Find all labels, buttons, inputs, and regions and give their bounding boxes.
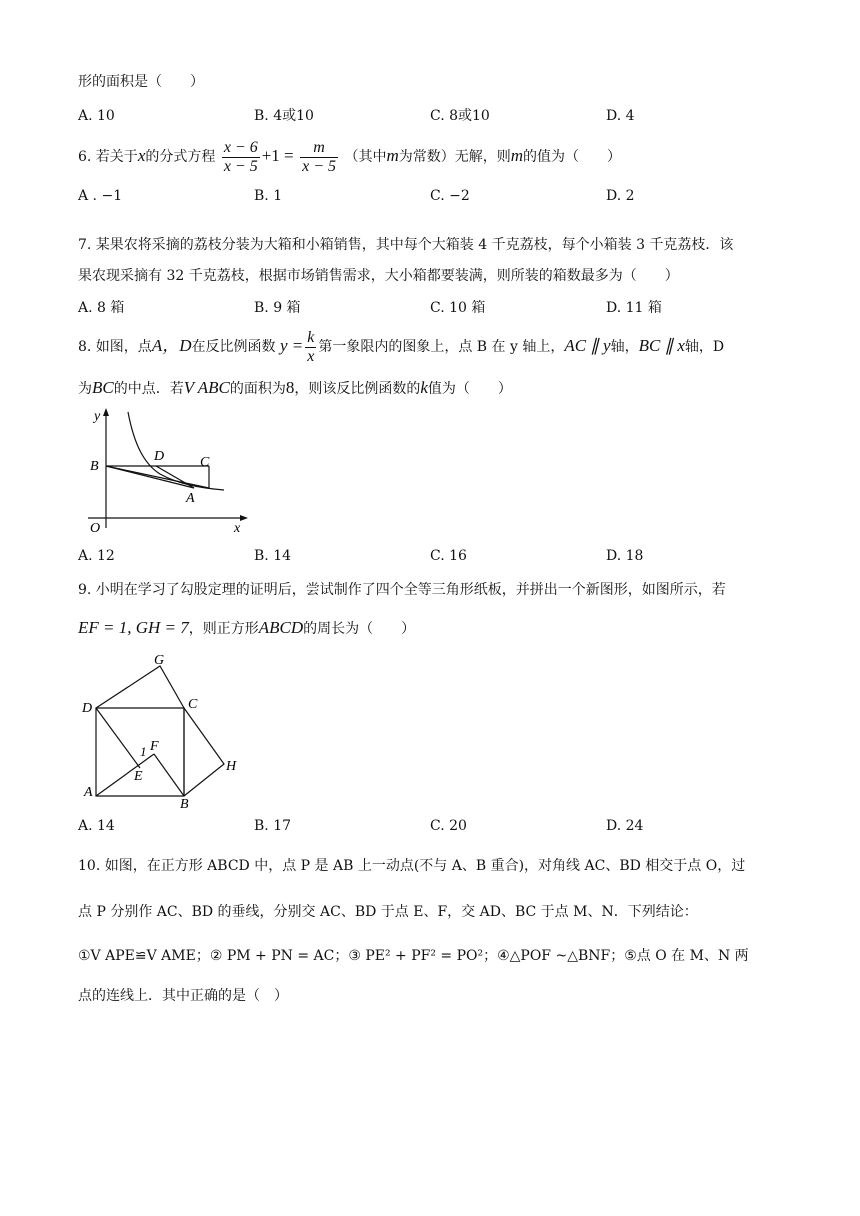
- q9-option-a: A. 14: [78, 818, 115, 834]
- q8-option-d: D. 18: [606, 548, 644, 564]
- y-axis-arrow: [103, 408, 109, 416]
- q5-option-b: B. 4或10: [254, 108, 314, 124]
- x-axis-arrow: [240, 515, 248, 521]
- label-f: F: [150, 739, 159, 754]
- q8-function-fraction: $\frac{k}{x}$: [307, 328, 315, 365]
- label-a: A: [186, 491, 195, 506]
- label-b: B: [90, 459, 99, 474]
- q7-stem-line2: 果农现采摘有 32 千克荔枝，根据市场销售需求，大小箱都要装满，则所装的箱数最多为（ ）: [78, 268, 679, 284]
- label-d: D: [82, 701, 93, 716]
- q6-option-d: D. 2: [606, 188, 635, 204]
- q8-option-c: C. 16: [430, 548, 467, 564]
- q10-stem-line4: 点的连线上．其中正确的是（ ）: [78, 988, 288, 1004]
- label-c: C: [188, 697, 198, 712]
- label-g: G: [154, 653, 165, 668]
- segment-bd-a: [106, 466, 209, 488]
- label-o: O: [90, 521, 101, 534]
- q7-option-c: C. 10 箱: [430, 300, 486, 316]
- segment-fb: [154, 754, 184, 796]
- q9-figure: [78, 650, 248, 810]
- segment-da: [156, 466, 194, 488]
- label-a: A: [84, 785, 93, 800]
- q7-option-b: B. 9 箱: [254, 300, 301, 316]
- q5-option-c: C. 8或10: [430, 108, 490, 124]
- triangle-dgc: [96, 666, 184, 708]
- q7-option-d: D. 11 箱: [606, 300, 662, 316]
- q9-stem-line2: EF = 1, GH = 7，则正方形ABCD的周长为（ ）: [78, 618, 416, 637]
- segment-af: [96, 754, 154, 796]
- segment-de: [96, 708, 140, 768]
- label-d: D: [154, 449, 165, 464]
- q8-stem-line2: 为BC的中点．若V ABC的面积为8，则该反比例函数的k值为（ ）: [78, 378, 512, 397]
- q6-option-c: C. −2: [430, 188, 470, 204]
- label-e: E: [134, 769, 143, 784]
- q8-figure: [82, 404, 252, 534]
- q8-option-a: A. 12: [78, 548, 115, 564]
- triangle-chb: [184, 708, 224, 796]
- q6-rhs-fraction: $\frac{m}{x - 5}$: [302, 138, 337, 175]
- q9-stem-line1: 9. 小明在学习了勾股定理的证明后，尝试制作了四个全等三角形纸板，并拼出一个新图形，如图所示，若: [78, 582, 726, 598]
- label-h: H: [226, 759, 237, 774]
- q9-option-d: D. 24: [606, 818, 644, 834]
- label-x: x: [234, 521, 241, 534]
- hyperbola-curve: [128, 412, 224, 490]
- q5-stem-tail: 形的面积是（ ）: [78, 74, 204, 90]
- q6-option-a: A . −1: [78, 188, 123, 204]
- q10-stem-line2: 点 P 分别作 AC、BD 的垂线，分别交 AC、BD 于点 E、F，交 AD、BC 于点 M、N．下列结论：: [78, 904, 698, 920]
- q6-lhs-fraction: $\frac{x - 6}{x - 5}$: [223, 138, 258, 175]
- label-y: y: [94, 409, 101, 424]
- q6-option-b: B. 1: [254, 188, 283, 204]
- q9-option-b: B. 17: [254, 818, 292, 834]
- label-b: B: [180, 797, 189, 810]
- q9-option-c: C. 20: [430, 818, 467, 834]
- q5-option-d: D. 4: [606, 108, 635, 124]
- q8-stem-line1: 8. 如图，点A，D在反比例函数 y = $\frac{k}{x}$ 第一象限内的图象上，点 B 在 y 轴上，AC ∥ y轴，BC ∥ x轴，D: [78, 328, 725, 365]
- q10-stem-line3: ①V APE≌V AME；② PM + PN = AC；③ PE² + PF² = PO²；④△POF ~△BNF；⑤点 O 在 M、N 两: [78, 948, 749, 964]
- q6-stem: 6. 若关于x的分式方程 $\frac{x - 6}{x - 5}$ +1 = $\frac{m}{x - 5}$ （其中m为常数）无解，则m的值为（ ）: [78, 138, 622, 175]
- q10-stem-line1: 10. 如图，在正方形 ABCD 中，点 P 是 AB 上一动点(不与 A、B 重合)，对角线 AC、BD 相交于点 O，过: [78, 858, 746, 874]
- label-one: 1: [140, 744, 147, 759]
- q7-stem-line1: 7. 某果农将采摘的荔枝分装为大箱和小箱销售，其中每个大箱装 4 千克荔枝，每个小箱装 3 千克荔枝．该: [78, 237, 734, 253]
- label-c: C: [200, 455, 210, 470]
- q8-option-b: B. 14: [254, 548, 292, 564]
- q5-option-a: A. 10: [78, 108, 115, 124]
- q7-option-a: A. 8 箱: [78, 300, 125, 316]
